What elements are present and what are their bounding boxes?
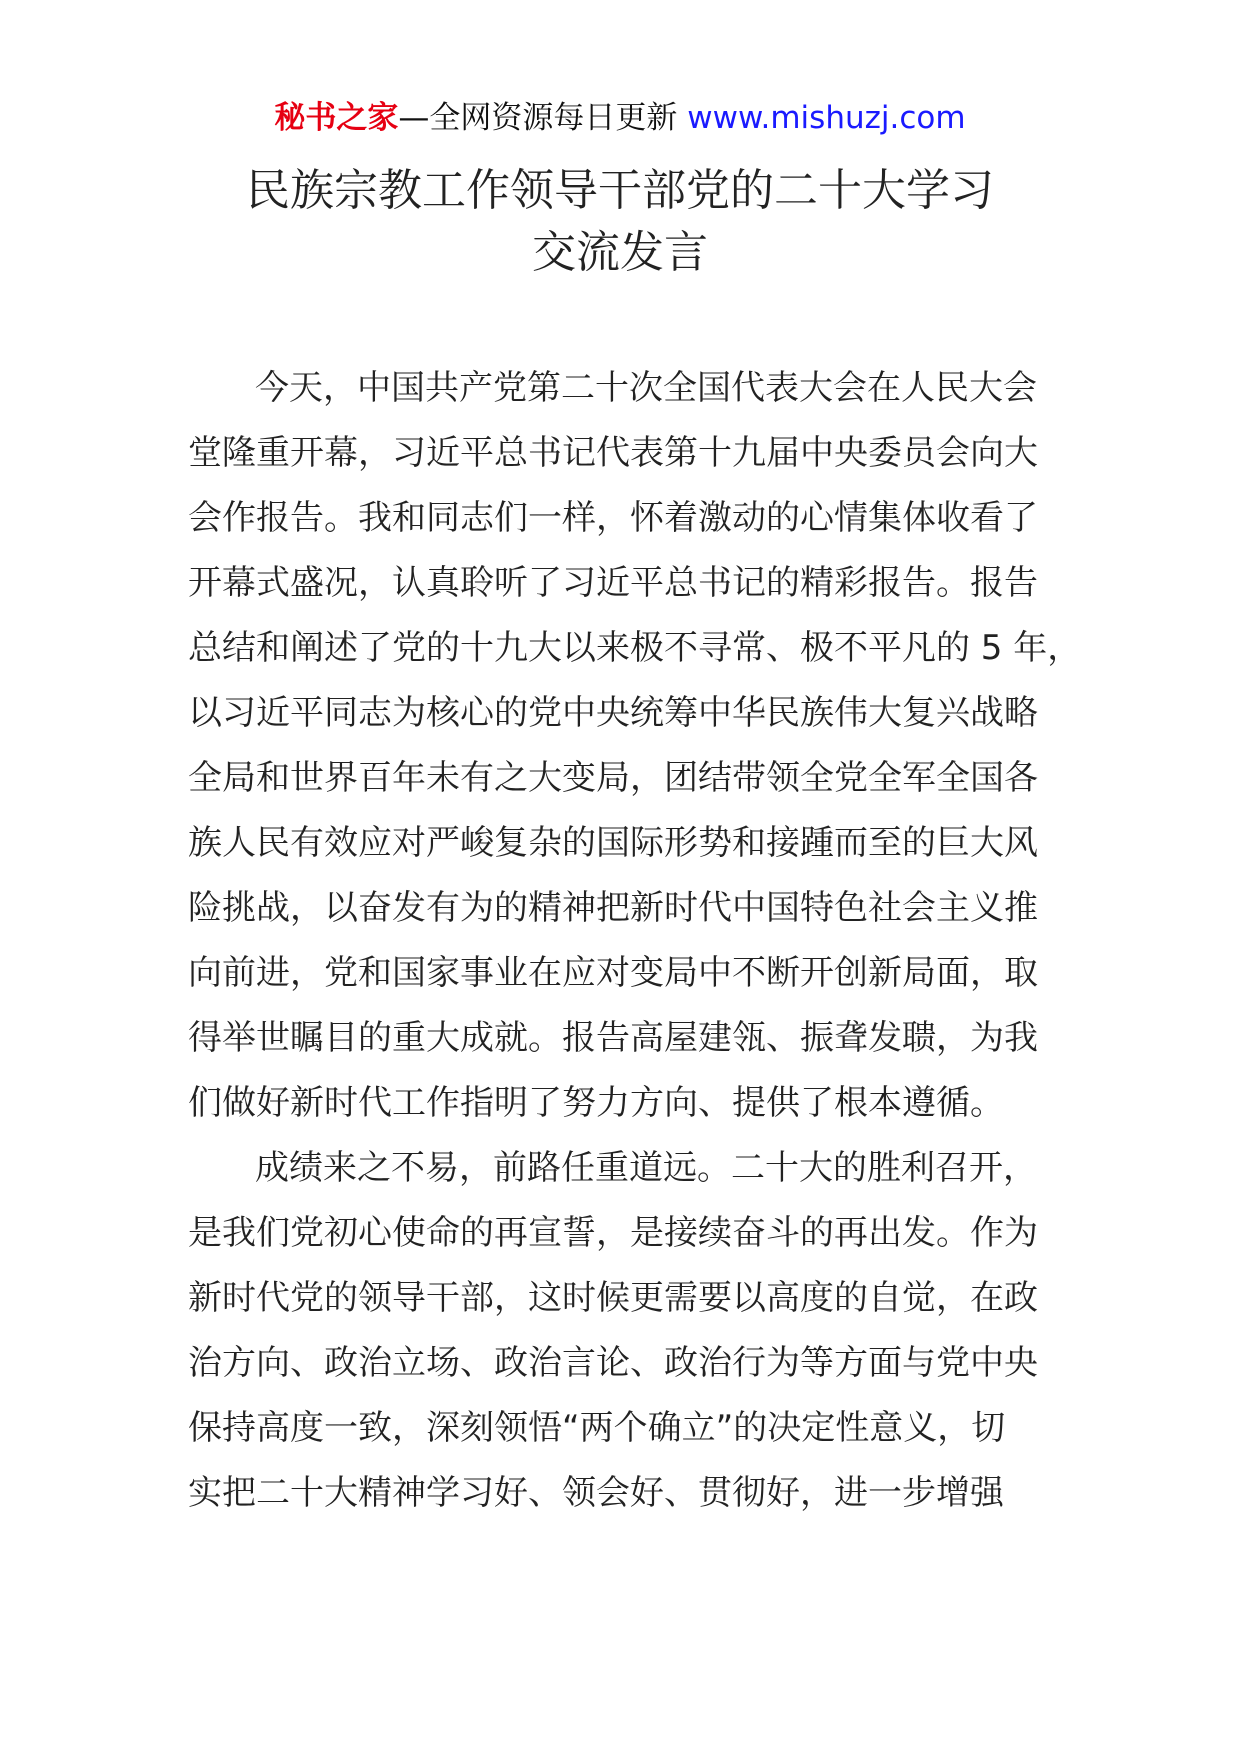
document-title <box>150 160 1090 284</box>
text-line: 们做好新时代工作指明了努力方向、提供了根本遵循。 <box>188 1083 1004 1123</box>
text-line: 开幕式盛况，认真聆听了习近平总书记的精彩报告。报告 <box>188 563 1038 603</box>
site-header <box>0 98 1240 138</box>
title-line: 民族宗教工作领导干部党的二十大学习 <box>246 165 994 216</box>
text-line: 保持高度一致，深刻领悟“两个确立”的决定性意义，切 <box>188 1408 1006 1448</box>
document-body <box>188 356 1082 1526</box>
text-line: 总结和阐述了党的十九大以来极不寻常、极不平凡的 5 年， <box>188 628 1082 668</box>
header-tagline: —全网资源每日更新 <box>398 100 688 136</box>
text-line: 以习近平同志为核心的党中央统筹中华民族伟大复兴战略 <box>188 693 1038 733</box>
text-line: 今天，中国共产党第二十次全国代表大会在人民大会 <box>255 368 1037 408</box>
text-line: 族人民有效应对严峻复杂的国际形势和接踵而至的巨大风 <box>188 823 1038 863</box>
brand-name: 秘书之家 <box>274 100 399 136</box>
text-line: 向前进，党和国家事业在应对变局中不断开创新局面，取 <box>188 953 1038 993</box>
paragraph-2 <box>188 1136 1058 1526</box>
text-line: 成绩来之不易，前路任重道远。二十大的胜利召开， <box>255 1148 1037 1188</box>
paragraph-1 <box>188 356 1082 1136</box>
text-line: 堂隆重开幕，习近平总书记代表第十九届中央委员会向大 <box>188 433 1038 473</box>
text-line: 实把二十大精神学习好、领会好、贯彻好，进一步增强 <box>188 1473 1004 1513</box>
text-line: 全局和世界百年未有之大变局，团结带领全党全军全国各 <box>188 758 1038 798</box>
text-line: 得举世瞩目的重大成就。报告高屋建瓴、振聋发聩，为我 <box>188 1018 1038 1058</box>
text-line: 新时代党的领导干部，这时候更需要以高度的自觉，在政 <box>188 1278 1038 1318</box>
text-line: 治方向、政治立场、政治言论、政治行为等方面与党中央 <box>188 1343 1038 1383</box>
text-line: 险挑战，以奋发有为的精神把新时代中国特色社会主义推 <box>188 888 1038 928</box>
site-url-link[interactable]: www.mishuzj.com <box>687 100 966 136</box>
text-line: 是我们党初心使命的再宣誓，是接续奋斗的再出发。作为 <box>188 1213 1038 1253</box>
text-line: 会作报告。我和同志们一样，怀着激动的心情集体收看了 <box>188 498 1038 538</box>
title-line: 交流发言 <box>532 227 708 278</box>
